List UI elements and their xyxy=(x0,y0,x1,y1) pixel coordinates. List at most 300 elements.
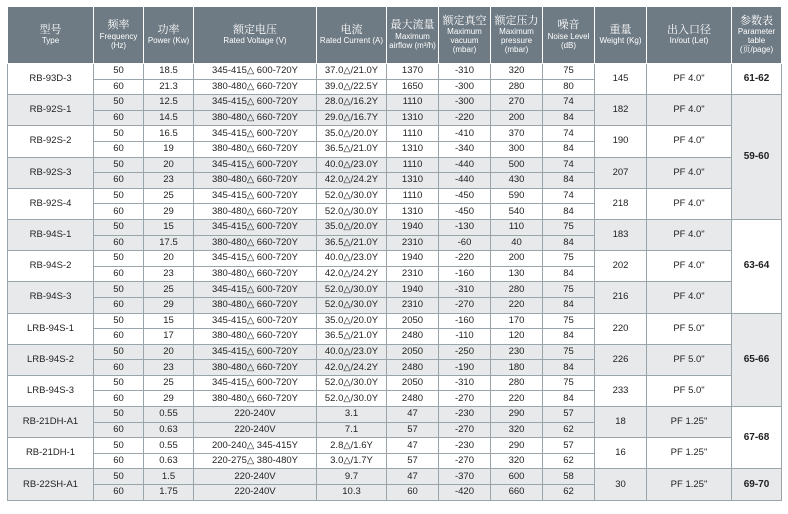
current-cell: 29.0△/16.7Y xyxy=(317,110,387,126)
header-label-zh: 电流 xyxy=(340,23,363,36)
pressure-cell: 220 xyxy=(491,391,543,407)
vacuum-cell: -270 xyxy=(439,453,491,469)
airflow-cell: 1940 xyxy=(387,219,439,235)
vacuum-cell: -310 xyxy=(439,64,491,80)
vacuum-cell: -230 xyxy=(439,407,491,423)
power-cell: 29 xyxy=(144,391,194,407)
power-cell: 23 xyxy=(144,173,194,189)
weight-cell: 216 xyxy=(595,282,647,313)
noise-cell: 62 xyxy=(543,422,595,438)
voltage-cell: 380-480△ 660-720Y xyxy=(194,235,317,251)
noise-cell: 75 xyxy=(543,64,595,80)
header-label-zh: 参数表 xyxy=(740,14,773,27)
header-label-en: Power (Kw) xyxy=(147,36,190,46)
table-row xyxy=(8,469,782,485)
vacuum-cell: -340 xyxy=(439,141,491,157)
current-cell: 28.0△/16.2Y xyxy=(317,95,387,111)
current-cell: 35.0△/20.0Y xyxy=(317,219,387,235)
power-cell: 20 xyxy=(144,251,194,267)
power-cell: 25 xyxy=(144,188,194,204)
weight-cell: 226 xyxy=(595,344,647,375)
table-row xyxy=(8,375,782,391)
voltage-cell: 220-240V xyxy=(194,469,317,485)
frequency-cell: 50 xyxy=(94,219,144,235)
vacuum-cell: -300 xyxy=(439,95,491,111)
airflow-cell: 2310 xyxy=(387,297,439,313)
noise-cell: 84 xyxy=(543,391,595,407)
header-rated-voltage xyxy=(194,7,317,64)
header-max-airflow xyxy=(387,7,439,64)
noise-cell: 62 xyxy=(543,453,595,469)
model-name-cell: LRB-94S-2 xyxy=(8,344,94,375)
header-weight xyxy=(595,7,647,64)
power-cell: 14.5 xyxy=(144,110,194,126)
spec-table xyxy=(7,6,782,501)
voltage-cell: 380-480△ 660-720Y xyxy=(194,329,317,345)
weight-cell: 18 xyxy=(595,407,647,438)
voltage-cell: 200-240△ 345-415Y xyxy=(194,438,317,454)
power-cell: 25 xyxy=(144,375,194,391)
port-cell: PF 4.0" xyxy=(647,64,732,95)
airflow-cell: 1110 xyxy=(387,157,439,173)
frequency-cell: 50 xyxy=(94,407,144,423)
header-label-zh: 额定真空 xyxy=(442,14,487,27)
model-name-cell: RB-21DH-1 xyxy=(8,438,94,469)
airflow-cell: 1310 xyxy=(387,110,439,126)
port-cell: PF 1.25" xyxy=(647,438,732,469)
frequency-cell: 50 xyxy=(94,157,144,173)
noise-cell: 84 xyxy=(543,110,595,126)
current-cell: 40.0△/23.0Y xyxy=(317,344,387,360)
table-row xyxy=(8,282,782,298)
voltage-cell: 345-415△ 600-720Y xyxy=(194,375,317,391)
header-type xyxy=(8,7,94,64)
header-label-en: Noise Level (dB) xyxy=(547,31,590,50)
airflow-cell: 2480 xyxy=(387,329,439,345)
frequency-cell: 60 xyxy=(94,329,144,345)
pressure-cell: 540 xyxy=(491,204,543,220)
pressure-cell: 290 xyxy=(491,438,543,454)
header-label-en: Maximum vacuum (mbar) xyxy=(447,27,482,55)
header-noise-level xyxy=(543,7,595,64)
airflow-cell: 57 xyxy=(387,453,439,469)
frequency-cell: 60 xyxy=(94,204,144,220)
current-cell: 52.0△/30.0Y xyxy=(317,375,387,391)
voltage-cell: 220-240V xyxy=(194,485,317,501)
header-label-en: Type xyxy=(41,36,60,46)
weight-cell: 16 xyxy=(595,438,647,469)
airflow-cell: 1310 xyxy=(387,204,439,220)
airflow-cell: 2310 xyxy=(387,266,439,282)
current-cell: 35.0△/20.0Y xyxy=(317,126,387,142)
vacuum-cell: -130 xyxy=(439,219,491,235)
vacuum-cell: -220 xyxy=(439,110,491,126)
current-cell: 40.0△/23.0Y xyxy=(317,157,387,173)
header-max-pressure xyxy=(491,7,543,64)
noise-cell: 84 xyxy=(543,329,595,345)
power-cell: 17 xyxy=(144,329,194,345)
weight-cell: 207 xyxy=(595,157,647,188)
header-label-zh: 重量 xyxy=(609,23,632,36)
airflow-cell: 1940 xyxy=(387,282,439,298)
vacuum-cell: -220 xyxy=(439,251,491,267)
header-label-en: Frequency (Hz) xyxy=(99,31,138,50)
model-name-cell: LRB-94S-1 xyxy=(8,313,94,344)
current-cell: 52.0△/30.0Y xyxy=(317,204,387,220)
voltage-cell: 345-415△ 600-720Y xyxy=(194,282,317,298)
voltage-cell: 345-415△ 600-720Y xyxy=(194,313,317,329)
parameter-page-cell: 63-64 xyxy=(732,219,782,313)
noise-cell: 75 xyxy=(543,313,595,329)
model-name-cell: RB-94S-1 xyxy=(8,219,94,250)
current-cell: 42.0△/24.2Y xyxy=(317,360,387,376)
port-cell: PF 1.25" xyxy=(647,407,732,438)
header-label-zh: 噪音 xyxy=(557,19,580,32)
airflow-cell: 1110 xyxy=(387,188,439,204)
frequency-cell: 60 xyxy=(94,173,144,189)
pressure-cell: 180 xyxy=(491,360,543,376)
airflow-cell: 1310 xyxy=(387,173,439,189)
frequency-cell: 60 xyxy=(94,141,144,157)
frequency-cell: 60 xyxy=(94,235,144,251)
noise-cell: 84 xyxy=(543,266,595,282)
power-cell: 18.5 xyxy=(144,64,194,80)
parameter-page-cell: 59-60 xyxy=(732,95,782,220)
power-cell: 20 xyxy=(144,344,194,360)
frequency-cell: 50 xyxy=(94,188,144,204)
power-cell: 21.3 xyxy=(144,79,194,95)
voltage-cell: 345-415△ 600-720Y xyxy=(194,219,317,235)
current-cell: 3.1 xyxy=(317,407,387,423)
table-row xyxy=(8,95,782,111)
noise-cell: 74 xyxy=(543,126,595,142)
current-cell: 36.5△/21.0Y xyxy=(317,235,387,251)
model-name-cell: RB-93D-3 xyxy=(8,64,94,95)
pressure-cell: 290 xyxy=(491,407,543,423)
pressure-cell: 600 xyxy=(491,469,543,485)
vacuum-cell: -160 xyxy=(439,313,491,329)
table-body xyxy=(8,64,782,501)
power-cell: 19 xyxy=(144,141,194,157)
pressure-cell: 590 xyxy=(491,188,543,204)
voltage-cell: 380-480△ 660-720Y xyxy=(194,266,317,282)
power-cell: 0.55 xyxy=(144,407,194,423)
header-row xyxy=(8,7,782,64)
model-name-cell: RB-94S-2 xyxy=(8,251,94,282)
noise-cell: 84 xyxy=(543,235,595,251)
airflow-cell: 1110 xyxy=(387,95,439,111)
pressure-cell: 280 xyxy=(491,79,543,95)
voltage-cell: 380-480△ 660-720Y xyxy=(194,360,317,376)
voltage-cell: 345-415△ 600-720Y xyxy=(194,64,317,80)
airflow-cell: 1370 xyxy=(387,64,439,80)
current-cell: 52.0△/30.0Y xyxy=(317,297,387,313)
vacuum-cell: -190 xyxy=(439,360,491,376)
pressure-cell: 320 xyxy=(491,64,543,80)
weight-cell: 30 xyxy=(595,469,647,500)
header-parameter-table xyxy=(732,7,782,64)
pressure-cell: 500 xyxy=(491,157,543,173)
header-label-zh: 型号 xyxy=(39,23,62,36)
frequency-cell: 50 xyxy=(94,438,144,454)
power-cell: 15 xyxy=(144,313,194,329)
power-cell: 20 xyxy=(144,157,194,173)
pressure-cell: 370 xyxy=(491,126,543,142)
current-cell: 10.3 xyxy=(317,485,387,501)
current-cell: 37.0△/21.0Y xyxy=(317,64,387,80)
header-label-zh: 频率 xyxy=(107,19,130,32)
pressure-cell: 200 xyxy=(491,251,543,267)
noise-cell: 57 xyxy=(543,438,595,454)
voltage-cell: 380-480△ 660-720Y xyxy=(194,79,317,95)
vacuum-cell: -230 xyxy=(439,438,491,454)
table-row xyxy=(8,251,782,267)
airflow-cell: 1650 xyxy=(387,79,439,95)
current-cell: 36.5△/21.0Y xyxy=(317,141,387,157)
port-cell: PF 4.0" xyxy=(647,188,732,219)
vacuum-cell: -450 xyxy=(439,204,491,220)
noise-cell: 84 xyxy=(543,173,595,189)
frequency-cell: 50 xyxy=(94,375,144,391)
pressure-cell: 40 xyxy=(491,235,543,251)
header-label-en: Parameter table (页/page) xyxy=(737,27,776,55)
power-cell: 15 xyxy=(144,219,194,235)
vacuum-cell: -300 xyxy=(439,79,491,95)
airflow-cell: 47 xyxy=(387,438,439,454)
header-label-en: Rated Current (A) xyxy=(319,36,384,46)
voltage-cell: 380-480△ 660-720Y xyxy=(194,204,317,220)
table-row xyxy=(8,64,782,80)
vacuum-cell: -60 xyxy=(439,235,491,251)
weight-cell: 202 xyxy=(595,251,647,282)
weight-cell: 233 xyxy=(595,375,647,406)
table-row xyxy=(8,188,782,204)
noise-cell: 84 xyxy=(543,360,595,376)
current-cell: 36.5△/21.0Y xyxy=(317,329,387,345)
model-name-cell: RB-92S-3 xyxy=(8,157,94,188)
vacuum-cell: -310 xyxy=(439,375,491,391)
frequency-cell: 50 xyxy=(94,469,144,485)
model-name-cell: LRB-94S-3 xyxy=(8,375,94,406)
power-cell: 16.5 xyxy=(144,126,194,142)
header-max-vacuum xyxy=(439,7,491,64)
pressure-cell: 430 xyxy=(491,173,543,189)
header-label-en: Maximum airflow (m³/h) xyxy=(389,31,436,50)
voltage-cell: 345-415△ 600-720Y xyxy=(194,157,317,173)
airflow-cell: 60 xyxy=(387,485,439,501)
port-cell: PF 4.0" xyxy=(647,282,732,313)
table-row xyxy=(8,407,782,423)
weight-cell: 145 xyxy=(595,64,647,95)
table-row xyxy=(8,157,782,173)
noise-cell: 75 xyxy=(543,375,595,391)
pressure-cell: 170 xyxy=(491,313,543,329)
frequency-cell: 60 xyxy=(94,266,144,282)
weight-cell: 190 xyxy=(595,126,647,157)
model-name-cell: RB-92S-2 xyxy=(8,126,94,157)
pressure-cell: 320 xyxy=(491,453,543,469)
current-cell: 39.0△/22.5Y xyxy=(317,79,387,95)
table-header xyxy=(8,7,782,64)
vacuum-cell: -160 xyxy=(439,266,491,282)
header-frequency xyxy=(94,7,144,64)
frequency-cell: 60 xyxy=(94,453,144,469)
port-cell: PF 5.0" xyxy=(647,375,732,406)
model-name-cell: RB-22SH-A1 xyxy=(8,469,94,500)
frequency-cell: 60 xyxy=(94,79,144,95)
table-row xyxy=(8,438,782,454)
noise-cell: 75 xyxy=(543,344,595,360)
voltage-cell: 345-415△ 600-720Y xyxy=(194,126,317,142)
voltage-cell: 380-480△ 660-720Y xyxy=(194,110,317,126)
table-row xyxy=(8,313,782,329)
power-cell: 29 xyxy=(144,297,194,313)
port-cell: PF 1.25" xyxy=(647,469,732,500)
vacuum-cell: -450 xyxy=(439,188,491,204)
pressure-cell: 130 xyxy=(491,266,543,282)
header-label-en: Weight (Kg) xyxy=(599,36,642,46)
pressure-cell: 660 xyxy=(491,485,543,501)
port-cell: PF 4.0" xyxy=(647,251,732,282)
pressure-cell: 220 xyxy=(491,297,543,313)
header-label-zh: 出入口径 xyxy=(667,23,711,36)
weight-cell: 218 xyxy=(595,188,647,219)
frequency-cell: 60 xyxy=(94,110,144,126)
current-cell: 52.0△/30.0Y xyxy=(317,391,387,407)
model-name-cell: RB-92S-4 xyxy=(8,188,94,219)
voltage-cell: 345-415△ 600-720Y xyxy=(194,251,317,267)
voltage-cell: 345-415△ 600-720Y xyxy=(194,188,317,204)
power-cell: 1.75 xyxy=(144,485,194,501)
port-cell: PF 4.0" xyxy=(647,219,732,250)
noise-cell: 74 xyxy=(543,157,595,173)
frequency-cell: 50 xyxy=(94,64,144,80)
current-cell: 40.0△/23.0Y xyxy=(317,251,387,267)
pressure-cell: 270 xyxy=(491,95,543,111)
airflow-cell: 57 xyxy=(387,422,439,438)
vacuum-cell: -110 xyxy=(439,329,491,345)
header-label-zh: 额定压力 xyxy=(494,14,539,27)
vacuum-cell: -420 xyxy=(439,485,491,501)
port-cell: PF 4.0" xyxy=(647,126,732,157)
vacuum-cell: -310 xyxy=(439,282,491,298)
power-cell: 0.63 xyxy=(144,453,194,469)
pressure-cell: 280 xyxy=(491,375,543,391)
table-row xyxy=(8,126,782,142)
current-cell: 42.0△/24.2Y xyxy=(317,173,387,189)
header-rated-current xyxy=(317,7,387,64)
vacuum-cell: -410 xyxy=(439,126,491,142)
frequency-cell: 60 xyxy=(94,297,144,313)
airflow-cell: 47 xyxy=(387,469,439,485)
frequency-cell: 50 xyxy=(94,126,144,142)
airflow-cell: 1310 xyxy=(387,141,439,157)
frequency-cell: 60 xyxy=(94,391,144,407)
vacuum-cell: -270 xyxy=(439,422,491,438)
noise-cell: 74 xyxy=(543,188,595,204)
power-cell: 23 xyxy=(144,266,194,282)
airflow-cell: 2050 xyxy=(387,344,439,360)
parameter-page-cell: 67-68 xyxy=(732,407,782,469)
vacuum-cell: -440 xyxy=(439,173,491,189)
noise-cell: 75 xyxy=(543,251,595,267)
airflow-cell: 2480 xyxy=(387,391,439,407)
table-row xyxy=(8,344,782,360)
header-label-zh: 额定电压 xyxy=(233,23,277,36)
voltage-cell: 345-415△ 600-720Y xyxy=(194,344,317,360)
header-label-en: Maximum pressure (mbar) xyxy=(499,27,534,55)
frequency-cell: 50 xyxy=(94,344,144,360)
table-row xyxy=(8,219,782,235)
power-cell: 23 xyxy=(144,360,194,376)
noise-cell: 75 xyxy=(543,282,595,298)
parameter-page-cell: 69-70 xyxy=(732,469,782,500)
airflow-cell: 2050 xyxy=(387,313,439,329)
frequency-cell: 50 xyxy=(94,282,144,298)
pressure-cell: 300 xyxy=(491,141,543,157)
noise-cell: 62 xyxy=(543,485,595,501)
current-cell: 52.0△/30.0Y xyxy=(317,282,387,298)
vacuum-cell: -440 xyxy=(439,157,491,173)
port-cell: PF 4.0" xyxy=(647,157,732,188)
parameter-page-cell: 61-62 xyxy=(732,64,782,95)
header-label-zh: 功率 xyxy=(157,23,180,36)
model-name-cell: RB-94S-3 xyxy=(8,282,94,313)
model-name-cell: RB-92S-1 xyxy=(8,95,94,126)
frequency-cell: 60 xyxy=(94,485,144,501)
pressure-cell: 120 xyxy=(491,329,543,345)
model-name-cell: RB-21DH-A1 xyxy=(8,407,94,438)
power-cell: 0.55 xyxy=(144,438,194,454)
noise-cell: 57 xyxy=(543,407,595,423)
airflow-cell: 1940 xyxy=(387,251,439,267)
frequency-cell: 50 xyxy=(94,95,144,111)
weight-cell: 182 xyxy=(595,95,647,126)
noise-cell: 75 xyxy=(543,219,595,235)
header-label-zh: 最大流量 xyxy=(390,19,435,32)
airflow-cell: 2310 xyxy=(387,235,439,251)
frequency-cell: 50 xyxy=(94,313,144,329)
pressure-cell: 320 xyxy=(491,422,543,438)
voltage-cell: 220-275△ 380-480Y xyxy=(194,453,317,469)
voltage-cell: 220-240V xyxy=(194,422,317,438)
current-cell: 7.1 xyxy=(317,422,387,438)
port-cell: PF 5.0" xyxy=(647,313,732,344)
vacuum-cell: -270 xyxy=(439,391,491,407)
header-in-out xyxy=(647,7,732,64)
pressure-cell: 110 xyxy=(491,219,543,235)
airflow-cell: 2050 xyxy=(387,375,439,391)
header-power xyxy=(144,7,194,64)
airflow-cell: 47 xyxy=(387,407,439,423)
voltage-cell: 345-415△ 600-720Y xyxy=(194,95,317,111)
power-cell: 25 xyxy=(144,282,194,298)
current-cell: 3.0△/1.7Y xyxy=(317,453,387,469)
vacuum-cell: -270 xyxy=(439,297,491,313)
pressure-cell: 230 xyxy=(491,344,543,360)
airflow-cell: 1110 xyxy=(387,126,439,142)
noise-cell: 74 xyxy=(543,95,595,111)
noise-cell: 58 xyxy=(543,469,595,485)
vacuum-cell: -250 xyxy=(439,344,491,360)
noise-cell: 84 xyxy=(543,141,595,157)
pressure-cell: 200 xyxy=(491,110,543,126)
noise-cell: 80 xyxy=(543,79,595,95)
frequency-cell: 60 xyxy=(94,422,144,438)
frequency-cell: 50 xyxy=(94,251,144,267)
power-cell: 17.5 xyxy=(144,235,194,251)
port-cell: PF 5.0" xyxy=(647,344,732,375)
